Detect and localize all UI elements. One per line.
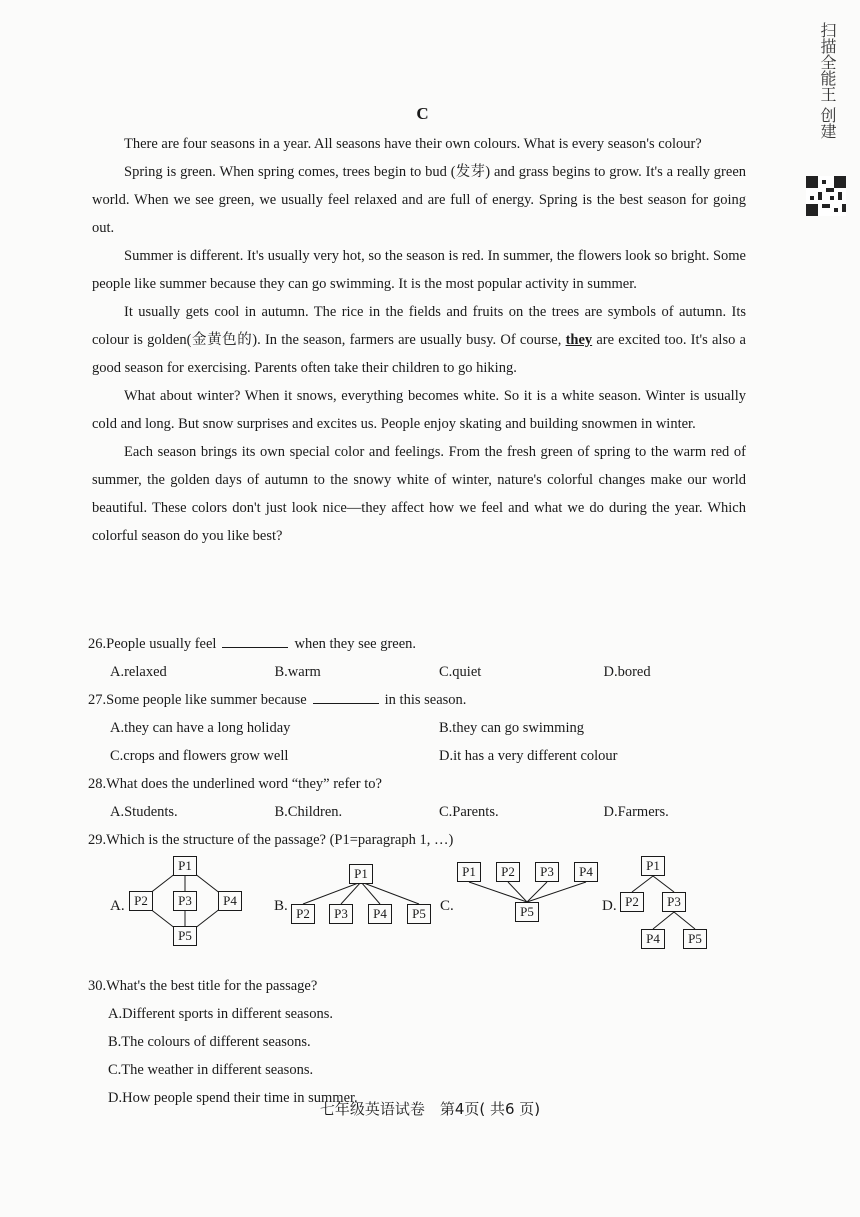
structure-diagram-b: [274, 854, 444, 972]
question-stem-end: in this season.: [384, 692, 467, 708]
question-27: [88, 686, 768, 770]
option-a: A.Students.: [110, 804, 178, 820]
option-c: C.The weather in different seasons.: [108, 1062, 314, 1078]
option-c: C.Parents.: [439, 804, 499, 820]
option-d: D.Farmers.: [603, 804, 669, 820]
passage-paragraph-4: [92, 298, 746, 382]
question-stem: 27.Some people like summer because: [88, 692, 307, 708]
option-b: B.The colours of different seasons.: [108, 1034, 311, 1050]
question-29: [88, 826, 768, 972]
box-p5: P5: [173, 926, 197, 946]
option-c: C.quiet: [439, 664, 482, 680]
option-a: A.Different sports in different seasons.: [108, 1006, 333, 1022]
box-p2: P2: [620, 892, 644, 912]
box-p5: P5: [515, 902, 539, 922]
box-p1: P1: [349, 864, 373, 884]
structure-diagram-a: [110, 854, 250, 972]
passage-paragraph-1: There are four seasons in a year. All seasons have their own colours. What is every season's colour?: [124, 136, 702, 152]
structure-diagrams: [88, 854, 768, 972]
question-stem: 29.Which is the structure of the passage? (P1=paragraph 1, …): [88, 832, 454, 848]
box-p2: P2: [291, 904, 315, 924]
autumn-text-after: are excited too. It's also a good season for exercising. Parents often take their children to go hiking.: [92, 332, 746, 376]
option-b-label: B.: [274, 898, 288, 914]
answer-blank: [222, 633, 288, 648]
question-list: [88, 630, 768, 1112]
structure-diagram-c: [438, 854, 608, 972]
box-p1: P1: [641, 856, 665, 876]
scanner-watermark: 扫描全能王 创建: [818, 22, 837, 140]
qr-code-icon: [806, 176, 846, 216]
option-a: A.they can have a long holiday: [110, 720, 291, 736]
question-28: [88, 770, 768, 826]
option-b: B.Children.: [274, 804, 343, 820]
autumn-text-before: It usually gets cool in autumn. The rice in the fields and fruits on the trees are symbols of autumn. Its colour is golden(金黄色的). In the season, farmers are usually busy. Of course,: [92, 304, 746, 348]
question-stem-end: when they see green.: [294, 636, 417, 652]
page-footer: 七年级英语试卷 第4页( 共6 页): [319, 1100, 541, 1118]
passage-paragraph-2: Spring is green. When spring comes, trees begin to bud (发芽) and grass begins to grow. It's a really green world. When we see green, we usually feel relaxed and are full of energy. Spring is the best season for going out.: [92, 164, 746, 236]
box-p5: P5: [683, 929, 707, 949]
box-p3: P3: [329, 904, 353, 924]
option-c: C.crops and flowers grow well: [110, 748, 289, 764]
box-p4: P4: [641, 929, 665, 949]
box-p1: P1: [457, 862, 481, 882]
box-p4: P4: [368, 904, 392, 924]
option-d: D.bored: [603, 664, 651, 680]
question-stem: 28.What does the underlined word “they” refer to?: [88, 776, 382, 792]
option-a: A.relaxed: [110, 664, 167, 680]
question-stem: 30.What's the best title for the passage?: [88, 978, 318, 994]
box-p4: P4: [574, 862, 598, 882]
answer-blank: [313, 689, 379, 704]
section-letter: C: [416, 104, 429, 123]
passage-paragraph-5: What about winter? When it snows, everything becomes white. So it is a white season. Winter is usually cold and long. But snow surprises and excites us. People enjoy skating and building snowmen in winter.: [92, 388, 746, 432]
box-p4: P4: [218, 891, 242, 911]
structure-diagram-d: [602, 854, 722, 972]
box-p3: P3: [173, 891, 197, 911]
option-c-label: C.: [440, 898, 454, 914]
box-p3: P3: [535, 862, 559, 882]
option-b: B.warm: [274, 664, 321, 680]
box-p5: P5: [407, 904, 431, 924]
option-a-label: A.: [110, 898, 125, 914]
question-stem: 26.People usually feel: [88, 636, 217, 652]
passage-paragraph-3: Summer is different. It's usually very hot, so the season is red. In summer, the flowers look so bright. Some people like summer because they can go swimming. It is the most popular activity in summer.: [92, 248, 746, 292]
box-p2: P2: [129, 891, 153, 911]
box-p1: P1: [173, 856, 197, 876]
option-b: B.they can go swimming: [439, 720, 584, 736]
question-26: [88, 630, 768, 686]
option-d: D.it has a very different colour: [439, 748, 618, 764]
underlined-word: they: [565, 332, 593, 348]
box-p2: P2: [496, 862, 520, 882]
option-d-label: D.: [602, 898, 617, 914]
question-30: [88, 972, 768, 1112]
reading-passage: [92, 130, 746, 550]
box-p3: P3: [662, 892, 686, 912]
passage-paragraph-6: Each season brings its own special color and feelings. From the fresh green of spring to the warm red of summer, the golden days of autumn to the snowy white of winter, nature's colorful changes make our world beautiful. These colors don't just look nice—they affect how we feel and what we do during the year. Which colorful season do you like best?: [92, 444, 746, 544]
option-d: D.How people spend their time in summer.: [108, 1090, 358, 1106]
